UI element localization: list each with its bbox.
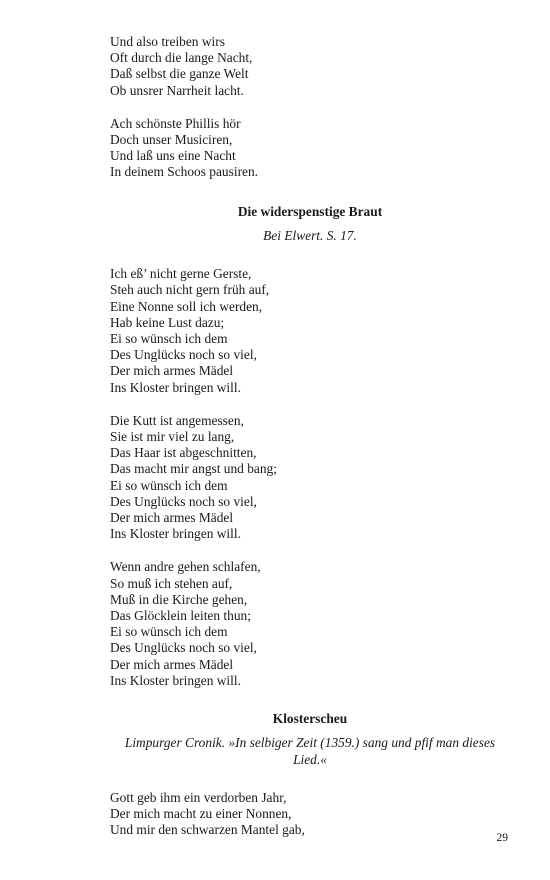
verse-line: Ei so wünsch ich dem [110,330,228,346]
verse-line: Eine Nonne soll ich werden, [110,298,263,314]
verse-line: Muß in die Kirche gehen, [110,591,248,607]
verse-line: Hab keine Lust dazu; [110,314,225,330]
verse-line: Ins Kloster bringen will. [110,379,241,395]
verse-line: Oft durch die lange Nacht, [110,50,253,66]
stanza [110,790,510,839]
verse-line: So muß ich stehen auf, [110,575,233,591]
source-line: Lied.« [293,751,327,767]
verse-line: Doch unser Musiciren, [110,132,233,148]
verse-line: Ins Kloster bringen will. [110,526,241,542]
stanza-gap [110,542,510,559]
verse-line: Das macht mir angst und bang; [110,461,277,477]
poem-title: Die widerspenstige Braut [237,203,383,219]
verse-line: Der mich macht zu einer Nonnen, [110,806,292,822]
verse-line: Sie ist mir viel zu lang, [110,428,235,444]
verse-line: Wenn andre gehen schlafen, [110,559,261,575]
verse-line: Und also treiben wirs [110,34,225,49]
verse-line: Die Kutt ist angemessen, [110,412,244,428]
verse-line: Ei so wünsch ich dem [110,477,228,493]
verse-line: Des Unglücks noch so viel, [110,347,257,363]
stanza [110,34,510,99]
verse-line: Und laß uns eine Nacht [110,148,236,164]
verse-line: Ins Kloster bringen will. [110,672,241,688]
stanza [110,266,510,396]
stanza [110,559,510,689]
verse-line: Steh auch nicht gern früh auf, [110,282,270,298]
poem-title: Klosterscheu [272,711,348,726]
verse-line: Das Glöcklein leiten thun; [110,607,251,623]
verse-line: Des Unglücks noch so viel, [110,640,257,656]
verse-line: Gott geb ihm ein verdorben Jahr, [110,790,287,805]
verse-line: Ach schönste Phillis hör [110,115,241,131]
poem-source: Bei Elwert. S. 17. [263,227,357,243]
stanza-gap [110,396,510,413]
stanza [110,116,510,181]
source-line: Limpurger Cronik. »In selbiger Zeit (1359.) sang und pfif man dieses [124,735,496,750]
verse-line: Ob unsrer Narrheit lacht. [110,82,244,98]
verse-line: In deinem Schoos pausiren. [110,164,259,180]
verse-line: Der mich armes Mädel [110,656,234,672]
verse-line: Das Haar ist abgeschnitten, [110,445,257,461]
page-body [110,34,510,839]
verse-line: Des Unglücks noch so viel, [110,493,257,509]
verse-line: Daß selbst die ganze Welt [110,66,249,82]
stanza-gap [110,99,510,116]
verse-line: Der mich armes Mädel [110,509,234,525]
verse-line: Ei so wünsch ich dem [110,624,228,640]
stanza [110,413,510,543]
verse-line: Ich eß’ nicht gerne Gerste, [110,266,252,282]
verse-line: Der mich armes Mädel [110,363,234,379]
page-number: 29 [496,832,508,844]
poem-source [110,735,510,768]
verse-line: Und mir den schwarzen Mantel gab, [110,822,305,838]
